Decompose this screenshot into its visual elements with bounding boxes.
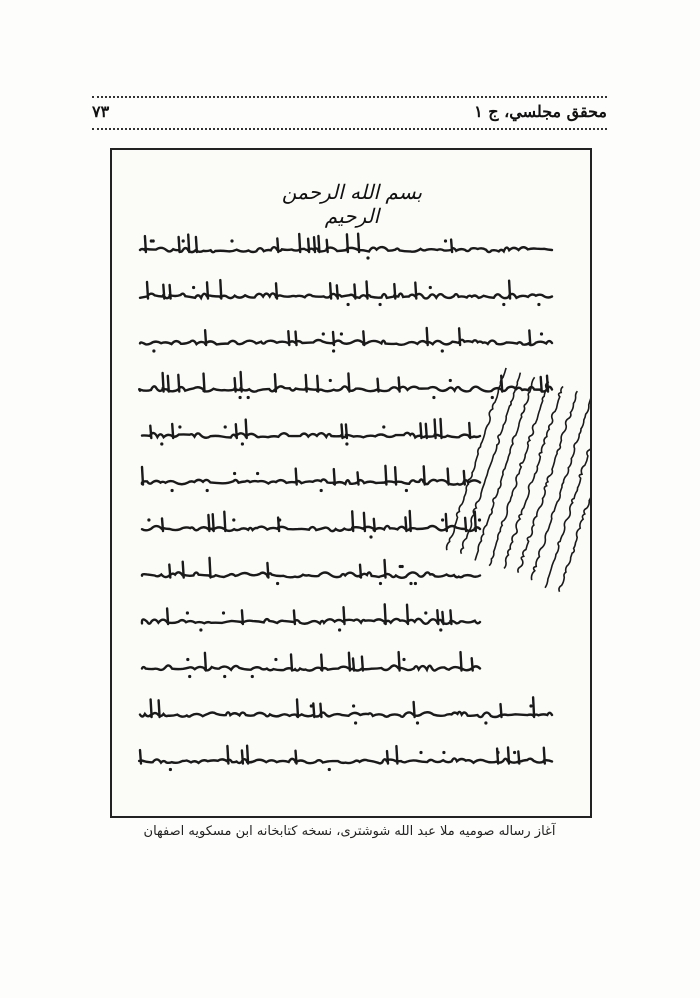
manuscript-line-2-dot <box>192 286 195 289</box>
page-number: ۷۳ <box>92 102 110 121</box>
manuscript-line-3-dot <box>340 332 343 335</box>
manuscript-line-3-dot <box>152 349 155 352</box>
manuscript-line-3-dot <box>332 349 335 352</box>
margin-note-line-4 <box>487 381 550 566</box>
manuscript-line-2-dot <box>347 303 350 306</box>
manuscript-line-8-dot <box>409 582 412 585</box>
manuscript-line-7 <box>142 511 480 531</box>
manuscript-line-2 <box>140 280 552 298</box>
margin-note-line-5 <box>502 386 564 569</box>
manuscript-line-5 <box>142 419 480 438</box>
manuscript-line-7-dot <box>278 518 281 521</box>
manuscript-line-1-dot <box>152 239 155 242</box>
manuscript-line-5-dot <box>160 442 163 445</box>
manuscript-line-4-dot <box>329 379 332 382</box>
manuscript-line-12-dot <box>169 768 172 771</box>
margin-note-line-3 <box>473 377 535 561</box>
margin-note-line-7 <box>530 395 590 580</box>
manuscript-line-5-dot <box>241 442 244 445</box>
manuscript-line-10 <box>142 652 480 671</box>
manuscript-line-1 <box>140 234 552 252</box>
manuscript-line-7-dot <box>147 518 150 521</box>
margin-note-line-6 <box>516 391 578 574</box>
manuscript-line-4-dot <box>432 396 435 399</box>
manuscript-line-4-dot <box>247 396 250 399</box>
manuscript-line-9-dot <box>424 611 427 614</box>
manuscript-line-4-dot <box>239 396 242 399</box>
manuscript-line-11-dot <box>354 721 357 724</box>
manuscript-line-10-dot <box>186 658 189 661</box>
manuscript-line-12-dot <box>442 751 445 754</box>
manuscript-line-10-dot <box>251 675 254 678</box>
manuscript-line-9 <box>142 604 480 624</box>
manuscript-line-2-dot <box>502 303 505 306</box>
manuscript-line-4-dot <box>491 396 494 399</box>
manuscript-line-9-dot <box>439 628 442 631</box>
manuscript-line-5-dot <box>178 425 181 428</box>
manuscript-line-6-dot <box>171 489 174 492</box>
manuscript-line-2-dot <box>379 303 382 306</box>
manuscript-line-11-dot <box>416 721 419 724</box>
manuscript-line-10-dot <box>188 675 191 678</box>
manuscript-line-7-dot <box>369 535 372 538</box>
manuscript-image <box>110 148 592 818</box>
manuscript-line-9-dot <box>186 611 189 614</box>
manuscript-line-7-dot <box>478 518 481 521</box>
manuscript-line-8-dot <box>399 565 402 568</box>
manuscript-line-9-dot <box>338 628 341 631</box>
manuscript-line-2-dot <box>429 286 432 289</box>
manuscript-line-12 <box>139 746 552 764</box>
manuscript-line-6-dot <box>256 472 259 475</box>
manuscript-line-6 <box>142 466 480 485</box>
manuscript-line-3-dot <box>540 332 543 335</box>
header-top-rule <box>92 96 607 98</box>
manuscript-line-6-dot <box>320 489 323 492</box>
margin-note-line-2 <box>460 372 522 554</box>
header-title: محقق مجلسي، ج ۱ <box>474 102 607 121</box>
figure-caption: آغاز رساله صومیه ملا عبد الله شوشتری، نسخه کتابخانه ابن مسکویه اصفهان <box>143 824 556 839</box>
manuscript-line-12-dot <box>328 768 331 771</box>
manuscript-line-6-dot <box>405 489 408 492</box>
manuscript-line-11-dot <box>310 704 313 707</box>
manuscript-line-9-dot <box>199 628 202 631</box>
manuscript-line-4 <box>139 372 552 392</box>
manuscript-line-8-dot <box>379 582 382 585</box>
manuscript-line-8-dot <box>414 582 417 585</box>
manuscript-line-1-dot <box>230 239 233 242</box>
manuscript-line-3 <box>140 328 552 345</box>
manuscript-line-7-dot <box>232 518 235 521</box>
manuscript-line-11 <box>140 697 552 717</box>
manuscript-line-2-dot <box>537 303 540 306</box>
manuscript-line-5-dot <box>345 442 348 445</box>
manuscript-line-1-dot <box>182 239 185 242</box>
manuscript-line-11-dot <box>352 704 355 707</box>
manuscript-line-11-dot <box>529 704 532 707</box>
header-bottom-rule <box>92 128 607 130</box>
manuscript-line-8-dot <box>276 582 279 585</box>
manuscript-line-3-dot <box>322 332 325 335</box>
manuscript-line-10-dot <box>223 675 226 678</box>
manuscript-line-12-dot <box>496 751 499 754</box>
manuscript-line-9-dot <box>222 611 225 614</box>
manuscript-line-1-dot <box>366 256 369 259</box>
manuscript-line-10-dot <box>274 658 277 661</box>
manuscript-line-5-dot <box>224 425 227 428</box>
manuscript-handwriting <box>112 150 590 816</box>
manuscript-line-8 <box>142 558 480 578</box>
manuscript-line-6-dot <box>233 472 236 475</box>
manuscript-line-1-dot <box>444 239 447 242</box>
manuscript-line-12-dot <box>419 751 422 754</box>
manuscript-basmala: بسم الله الرحمن الرحيم <box>281 180 423 228</box>
manuscript-line-7-dot <box>441 518 444 521</box>
manuscript-line-4-dot <box>449 379 452 382</box>
running-header <box>92 100 607 126</box>
manuscript-line-6-dot <box>206 489 209 492</box>
manuscript-line-10-dot <box>402 658 405 661</box>
manuscript-line-12-dot <box>513 751 516 754</box>
manuscript-line-3-dot <box>441 349 444 352</box>
manuscript-line-5-dot <box>382 425 385 428</box>
manuscript-line-11-dot <box>484 721 487 724</box>
